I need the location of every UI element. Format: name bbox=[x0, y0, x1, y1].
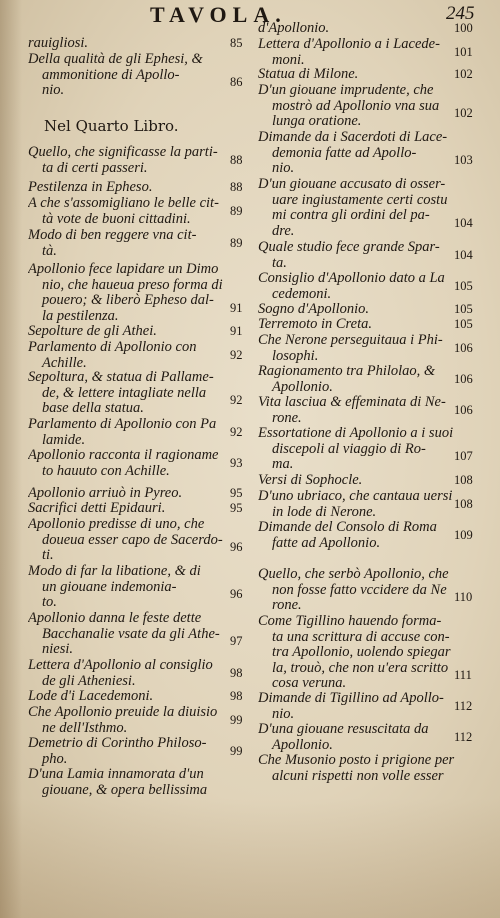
index-entry bbox=[28, 705, 254, 736]
entry-line: A che s'assomigliano le belle cit- bbox=[28, 196, 219, 211]
entry-line: dre. bbox=[272, 223, 295, 239]
entry-line: Dimande da i Sacerdoti di Lace- bbox=[258, 130, 448, 145]
entry-line: moni. bbox=[272, 52, 305, 68]
entry-line: Terremoto in Creta. bbox=[258, 317, 372, 332]
entry-line: to. bbox=[42, 595, 57, 610]
index-entry bbox=[28, 52, 254, 99]
entry-line: Sogno d'Apollonio. bbox=[258, 302, 370, 317]
paper-stain bbox=[0, 798, 500, 918]
entry-page-number: 96 bbox=[230, 540, 243, 554]
running-header: TAVOLA. bbox=[150, 2, 287, 27]
entry-page-number: 96 bbox=[230, 587, 243, 601]
entry-page-number: 100 bbox=[454, 21, 473, 35]
section-title: Nel Quarto Libro. bbox=[44, 117, 179, 135]
entry-line: Quale studio fece grande Spar- bbox=[258, 240, 440, 255]
index-entry bbox=[28, 689, 254, 705]
entry-line: Versi di Sophocle. bbox=[258, 473, 363, 488]
entry-page-number: 95 bbox=[230, 501, 243, 515]
entry-line: nio, che haueua preso forma di bbox=[42, 277, 223, 293]
entry-page-number: 106 bbox=[454, 340, 473, 355]
entry-page-number: 92 bbox=[230, 347, 243, 362]
index-entry bbox=[258, 722, 480, 753]
entry-line: Achille. bbox=[42, 355, 87, 371]
index-entry bbox=[258, 489, 480, 520]
entry-line: Vita lasciua & effeminata di Ne- bbox=[258, 395, 446, 410]
entry-line: de, & lettere intagliate nella bbox=[42, 385, 207, 401]
entry-line: Lettera d'Apollonio al consiglio bbox=[28, 658, 213, 673]
entry-line: giouane, & opera bellissima bbox=[42, 782, 208, 798]
entry-page-number: 95 bbox=[230, 486, 243, 500]
entry-line: Sacrifici detti Epidauri. bbox=[28, 501, 166, 516]
entry-page-number: 103 bbox=[454, 153, 473, 167]
entry-line: Apollonio racconta il ragioname bbox=[28, 448, 219, 463]
entry-line: ammonitione di Apollo- bbox=[42, 67, 180, 83]
entry-page-number: 106 bbox=[454, 402, 473, 417]
entry-line: pouero; & liberò Epheso dal- bbox=[42, 293, 214, 308]
index-entry bbox=[258, 753, 480, 784]
entry-line: discepoli al viaggio di Ro- bbox=[272, 441, 426, 457]
entry-page-number: 105 bbox=[454, 302, 473, 316]
gutter-shadow bbox=[0, 0, 22, 918]
index-entry bbox=[28, 736, 254, 767]
entry-page-number: 88 bbox=[230, 180, 243, 194]
entry-line: Consiglio d'Apollonio dato a La bbox=[258, 271, 445, 286]
entry-line: pho. bbox=[42, 751, 68, 767]
entry-page-number: 92 bbox=[230, 424, 243, 439]
entry-page-number: 88 bbox=[230, 152, 243, 167]
entry-page-number: 112 bbox=[454, 698, 473, 713]
entry-line: Dimande del Consolo di Roma bbox=[258, 520, 437, 535]
index-entry bbox=[28, 611, 254, 658]
entry-line: mostrò ad Apollonio vna sua bbox=[272, 98, 440, 114]
entry-page-number: 109 bbox=[454, 527, 473, 542]
index-entry bbox=[28, 517, 254, 564]
entry-page-number: 101 bbox=[454, 44, 473, 59]
entry-line: Pestilenza in Epheso. bbox=[28, 180, 153, 195]
entry-line: lamide. bbox=[42, 432, 86, 448]
entry-page-number: 99 bbox=[230, 712, 243, 727]
index-entry bbox=[258, 691, 480, 722]
entry-line: Dimande di Tigillino ad Apollo- bbox=[258, 691, 444, 706]
entry-line: ma. bbox=[272, 457, 294, 472]
index-entry bbox=[28, 180, 254, 196]
entry-line: cosa veruna. bbox=[272, 676, 347, 691]
index-entry bbox=[258, 473, 480, 489]
entry-line: Che Apollonio preuide la diuisio bbox=[28, 705, 218, 720]
entry-line: Parlamento di Apollonio con bbox=[28, 340, 197, 355]
entry-line: alcuni rispetti non volle esser bbox=[272, 768, 444, 784]
entry-line: Che Musonio posto i prigione per bbox=[258, 753, 455, 768]
entry-line: lunga oratione. bbox=[272, 114, 362, 129]
entry-page-number: 97 bbox=[230, 634, 243, 648]
entry-line: D'uno ubriaco, che cantaua uersi bbox=[258, 489, 453, 504]
index-entry bbox=[28, 370, 254, 417]
index-entry bbox=[258, 302, 480, 318]
index-entry bbox=[258, 364, 480, 395]
entry-line: Ragionamento tra Philolao, & bbox=[258, 364, 436, 379]
entry-page-number: 112 bbox=[454, 729, 473, 744]
entry-line: ta. bbox=[272, 255, 287, 271]
entry-line: Quello, che significasse la parti- bbox=[28, 145, 218, 160]
entry-page-number: 105 bbox=[454, 317, 473, 331]
entry-line: la, trouò, che non u'era scritto bbox=[272, 660, 449, 676]
entry-line: un giouane indemonia- bbox=[42, 579, 177, 595]
entry-page-number: 92 bbox=[230, 393, 243, 407]
entry-line: Modo di far la libatione, & di bbox=[28, 564, 201, 579]
index-entry bbox=[258, 317, 480, 333]
index-entry bbox=[258, 37, 480, 68]
entry-line: d'Apollonio. bbox=[258, 21, 330, 36]
entry-line: Lettera d'Apollonio a i Lacede- bbox=[258, 37, 440, 52]
index-entry bbox=[258, 240, 480, 271]
index-entry bbox=[258, 426, 480, 473]
entry-page-number: 108 bbox=[454, 496, 473, 511]
entry-page-number: 89 bbox=[230, 203, 243, 218]
entry-line: fatte ad Apollonio. bbox=[272, 535, 381, 551]
entry-line: tà. bbox=[42, 243, 57, 259]
entry-line: ta di certi passeri. bbox=[42, 160, 148, 176]
entry-line: Apollonio. bbox=[272, 379, 333, 395]
index-entry bbox=[258, 67, 480, 83]
entry-line: la pestilenza. bbox=[42, 308, 119, 324]
entry-page-number: 99 bbox=[230, 743, 243, 758]
entry-page-number: 86 bbox=[230, 75, 243, 89]
entry-line: demonia fatte ad Apollo- bbox=[272, 145, 417, 161]
entry-line: nio. bbox=[272, 706, 295, 722]
entry-line: Quello, che serbò Apollonio, che bbox=[258, 567, 449, 582]
entry-line: Parlamento di Apollonio con Pa bbox=[28, 417, 217, 432]
index-entry bbox=[258, 130, 480, 177]
entry-line: to hauuto con Achille. bbox=[42, 463, 170, 479]
entry-line: nio. bbox=[42, 83, 65, 98]
entry-line: Che Nerone perseguitaua i Phi- bbox=[258, 333, 443, 348]
entry-line: Demetrio di Corintho Philoso- bbox=[28, 736, 207, 751]
entry-line: ne dell'Isthmo. bbox=[42, 720, 128, 736]
entry-page-number: 111 bbox=[454, 668, 472, 682]
index-entry bbox=[28, 658, 254, 689]
entry-page-number: 89 bbox=[230, 235, 243, 250]
entry-line: Modo di ben reggere vna cit- bbox=[28, 228, 197, 243]
index-entry bbox=[28, 564, 254, 611]
entry-page-number: 91 bbox=[230, 324, 243, 338]
entry-line: D'un giouane imprudente, che bbox=[258, 83, 434, 98]
index-entry bbox=[28, 262, 254, 324]
entry-page-number: 110 bbox=[454, 590, 473, 604]
entry-page-number: 93 bbox=[230, 455, 243, 470]
index-entry bbox=[258, 520, 480, 551]
index-entry bbox=[258, 614, 480, 692]
entry-line: Sepoltura, & statua di Pallame- bbox=[28, 370, 214, 385]
entry-line: Sepolture de gli Athei. bbox=[28, 324, 157, 339]
index-entry bbox=[28, 228, 254, 259]
entry-page-number: 102 bbox=[454, 106, 473, 120]
entry-line: Apollonio. bbox=[272, 737, 333, 753]
index-entry bbox=[28, 36, 254, 52]
index-entry bbox=[28, 417, 254, 448]
entry-line: rone. bbox=[272, 410, 302, 426]
entry-page-number: 98 bbox=[230, 665, 243, 680]
index-entry bbox=[258, 21, 480, 37]
entry-line: tà vote de buoni cittadini. bbox=[42, 211, 191, 227]
entry-line: nio. bbox=[272, 161, 295, 176]
entry-page-number: 104 bbox=[454, 215, 473, 230]
entry-line: de gli Atheniesi. bbox=[42, 673, 136, 689]
index-entry bbox=[258, 177, 480, 239]
entry-line: Come Tigillino hauendo forma- bbox=[258, 614, 442, 629]
entry-page-number: 106 bbox=[454, 371, 473, 386]
index-entry bbox=[28, 486, 254, 502]
entry-line: Essortatione di Apollonio a i suoi bbox=[258, 426, 454, 441]
index-entry bbox=[258, 395, 480, 426]
index-entry bbox=[28, 501, 254, 517]
entry-line: Della qualità de gli Ephesi, & bbox=[28, 52, 203, 67]
index-entry bbox=[28, 196, 254, 227]
entry-page-number: 108 bbox=[454, 473, 473, 487]
index-entry bbox=[258, 83, 480, 130]
entry-page-number: 102 bbox=[454, 67, 473, 81]
entry-line: niesi. bbox=[42, 642, 74, 657]
entry-page-number: 107 bbox=[454, 449, 473, 463]
entry-line: base della statua. bbox=[42, 401, 144, 416]
entry-line: Bacchanalie vsate da gli Athe- bbox=[42, 626, 220, 642]
index-entry bbox=[28, 324, 254, 340]
index-entry bbox=[28, 767, 254, 798]
entry-line: ta una scrittura di accuse con- bbox=[272, 629, 450, 645]
entry-page-number: 85 bbox=[230, 36, 243, 50]
entry-line: rauigliosi. bbox=[28, 36, 89, 51]
entry-line: D'una Lamia innamorata d'un bbox=[28, 767, 204, 782]
index-entry bbox=[28, 448, 254, 479]
entry-line: doueua esser capo de Sacerdo- bbox=[42, 532, 223, 548]
entry-line: ti. bbox=[42, 548, 54, 563]
entry-line: Apollonio danna le feste dette bbox=[28, 611, 202, 626]
entry-line: uare ingiustamente certi costu bbox=[272, 192, 448, 208]
entry-line: non fosse fatto vccidere da Ne bbox=[272, 582, 447, 598]
entry-line: D'un giouane accusato di osser- bbox=[258, 177, 446, 192]
entry-line: losophi. bbox=[272, 348, 319, 364]
entry-line: in lode di Nerone. bbox=[272, 504, 377, 520]
entry-page-number: 104 bbox=[454, 247, 473, 262]
index-entry bbox=[258, 271, 480, 302]
index-entry bbox=[28, 145, 254, 176]
page-number: 245 bbox=[446, 3, 475, 24]
entry-page-number: 105 bbox=[454, 278, 473, 293]
entry-line: Apollonio fece lapidare un Dimo bbox=[28, 262, 219, 277]
entry-line: mi contra gli ordini del pa- bbox=[272, 208, 430, 223]
entry-page-number: 98 bbox=[230, 689, 243, 703]
entry-page-number: 91 bbox=[230, 300, 243, 315]
entry-line: Apollonio predisse di uno, che bbox=[28, 517, 205, 532]
entry-line: rone. bbox=[272, 598, 302, 613]
entry-line: tra Apollonio, uolendo spiegar bbox=[272, 645, 451, 660]
entry-line: Apollonio arriuò in Pyreo. bbox=[28, 486, 183, 501]
entry-line: cedemoni. bbox=[272, 286, 332, 302]
entry-line: Statua di Milone. bbox=[258, 67, 359, 82]
index-entry bbox=[258, 567, 480, 614]
entry-line: Lode d'i Lacedemoni. bbox=[28, 689, 154, 704]
index-entry bbox=[28, 340, 254, 371]
index-entry bbox=[258, 333, 480, 364]
entry-line: D'una giouane resuscitata da bbox=[258, 722, 429, 737]
